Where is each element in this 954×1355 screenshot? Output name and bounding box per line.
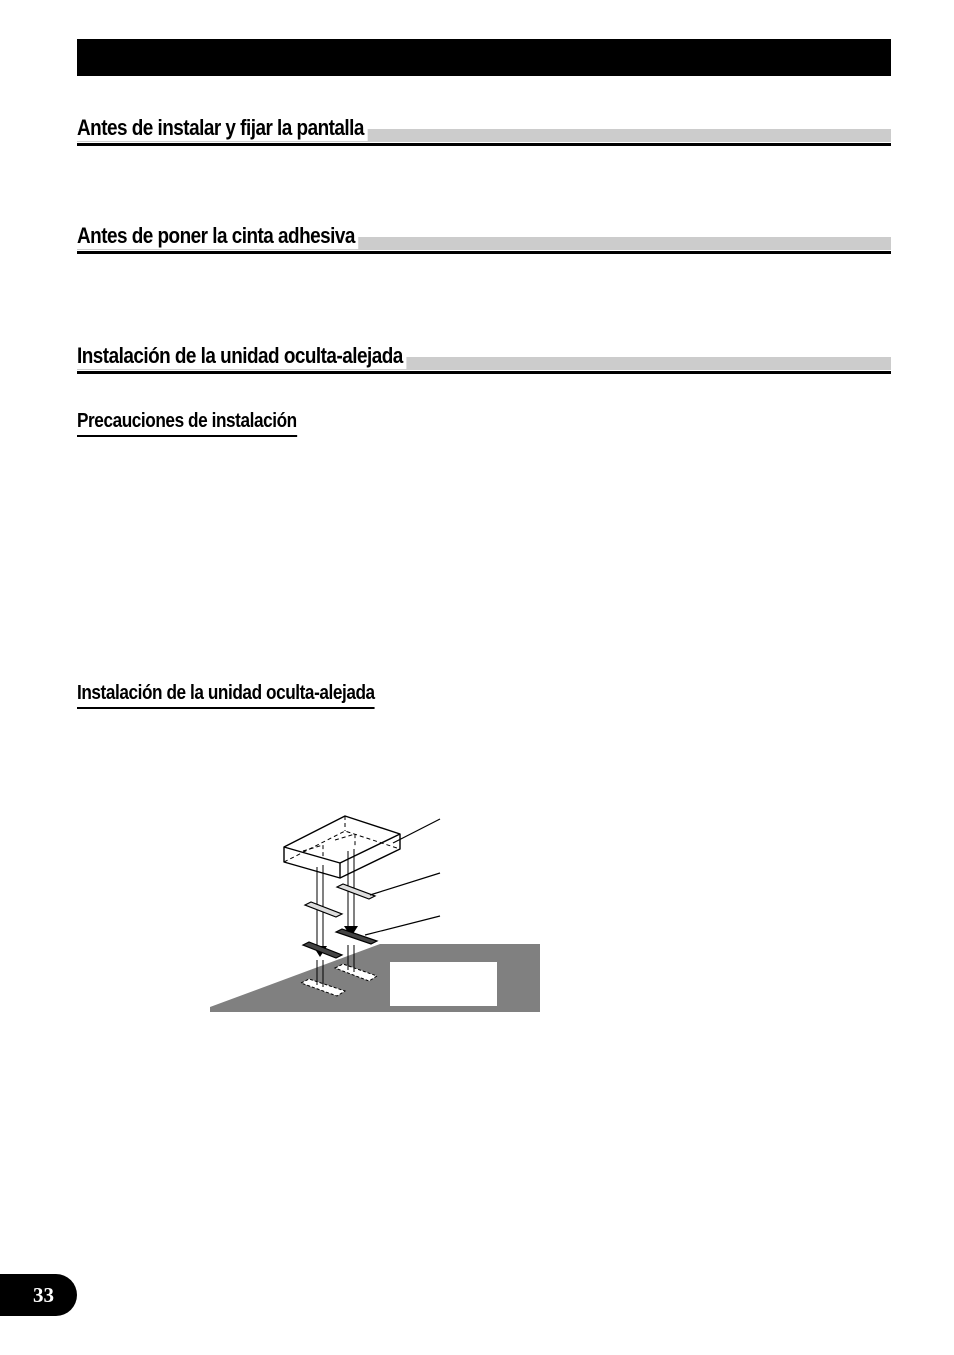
header-bar [77, 39, 891, 76]
adhesive-tape-light [305, 884, 375, 917]
installation-illustration [205, 805, 545, 1020]
subheading-precauciones: Precauciones de instalación [77, 409, 297, 437]
floor-label-box [390, 962, 497, 1006]
remote-unit-box [284, 816, 400, 878]
section-heading-antes-cinta [77, 222, 891, 254]
page-number: 33 [0, 1274, 77, 1316]
section-title: Instalación de la unidad oculta-alejada [77, 343, 406, 369]
heading-rule [77, 251, 891, 254]
heading-rule [77, 143, 891, 146]
heading-rule [77, 371, 891, 374]
section-title: Antes de instalar y fijar la pantalla [77, 115, 367, 141]
section-title: Antes de poner la cinta adhesiva [77, 223, 358, 249]
section-heading-instalacion [77, 342, 891, 374]
section-heading-antes-instalar [77, 114, 891, 146]
subheading-instalacion-unidad: Instalación de la unidad oculta-alejada [77, 681, 375, 709]
